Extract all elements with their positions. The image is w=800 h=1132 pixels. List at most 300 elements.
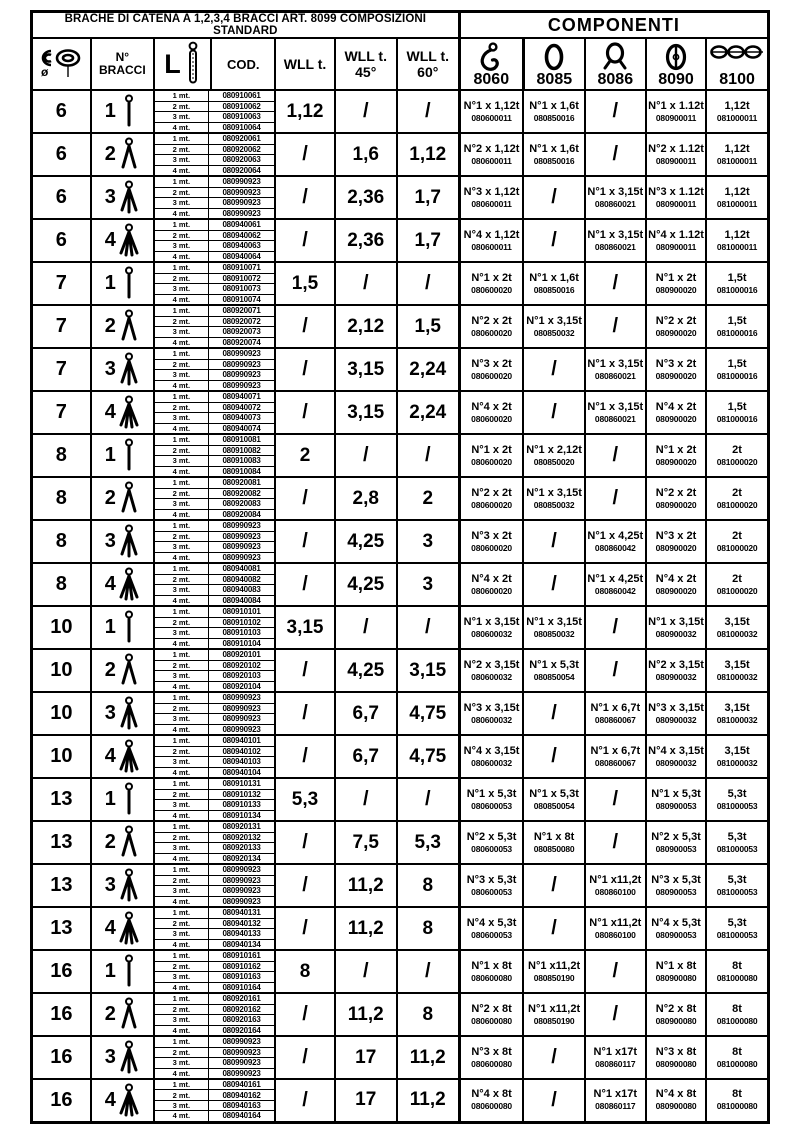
length-code-subtable xyxy=(154,477,275,520)
chain-diameter-value: 8 xyxy=(32,520,91,563)
component-quantity: N°1 x17t xyxy=(593,1088,638,1101)
component-8085-cell xyxy=(523,219,584,262)
component-8090-cell xyxy=(646,649,706,692)
component-8085-cell xyxy=(523,477,584,520)
article-code: 080940073 xyxy=(209,412,275,423)
sling-legs-3-icon xyxy=(118,696,140,731)
bracci-count: 3 xyxy=(104,874,116,896)
component-quantity: N°1 x 8t xyxy=(471,959,512,972)
component-quantity: N°1 x11,2t xyxy=(528,959,581,972)
spec-row-dia7-legs2 xyxy=(32,305,769,348)
bracci-count-cell xyxy=(91,606,154,649)
article-code: 080940134 xyxy=(209,939,275,950)
bracci-count-cell xyxy=(91,305,154,348)
component-quantity: N°1 x 4,25t xyxy=(587,529,644,542)
component-quantity: N°1 x 1.12t xyxy=(648,99,704,112)
component-code: 080860021 xyxy=(594,413,636,424)
wll-45deg-value: 1,6 xyxy=(335,133,397,176)
article-code: 080920081 xyxy=(222,478,261,488)
component-8086-cell xyxy=(585,219,646,262)
component-quantity: N°4 x 2t xyxy=(655,400,697,413)
component-8086-cell xyxy=(585,735,646,778)
spec-row-dia16-legs2 xyxy=(32,993,769,1036)
component-8090-cell xyxy=(646,133,706,176)
component-8100-cell xyxy=(706,864,768,907)
component-8100-cell xyxy=(706,133,768,176)
wll-45deg-value: / xyxy=(335,434,397,477)
component-quantity: N°2 x 2t xyxy=(471,486,512,499)
sling-legs-1-icon xyxy=(118,438,140,473)
comp-8085-column-header: 8085 xyxy=(523,38,584,90)
component-quantity: N°2 x 5,3t xyxy=(651,830,701,843)
wll-45deg-value: 6,7 xyxy=(335,735,397,778)
component-quantity: N°1 x 5,3t xyxy=(466,787,517,800)
link-with-legs-icon xyxy=(600,42,630,72)
component-quantity: N°1 x11,2t xyxy=(528,1002,581,1015)
component-code: 080600020 xyxy=(471,499,512,510)
component-8100-cell xyxy=(706,778,768,821)
length-option: 1 mt. xyxy=(155,822,209,832)
component-quantity: N°3 x 3,15t xyxy=(648,701,704,714)
length-column-header xyxy=(154,38,211,90)
article-code: 080920133 xyxy=(209,842,275,853)
article-code: 080920101 xyxy=(222,650,261,660)
article-code: 080910103 xyxy=(209,627,275,638)
article-code: 080940162 xyxy=(209,1089,275,1099)
length-option: 1 mt. xyxy=(155,693,209,703)
sling-legs-1-icon xyxy=(118,782,140,817)
article-code: 080910071 xyxy=(222,263,261,273)
article-code: 080910084 xyxy=(209,466,275,477)
component-quantity: N°4 x 2t xyxy=(655,572,697,585)
component-8060-cell xyxy=(459,90,523,133)
component-quantity: 2t xyxy=(732,486,742,499)
article-code: 080910081 xyxy=(222,435,261,445)
length-option: 3 mt. xyxy=(155,713,209,724)
component-8085-cell xyxy=(523,606,584,649)
wll-60deg-value: / xyxy=(397,434,459,477)
wll-vertical-value: / xyxy=(275,692,334,735)
component-code: 080900053 xyxy=(655,843,697,854)
chain-diameter-value: 13 xyxy=(32,864,91,907)
component-8086-cell xyxy=(585,778,646,821)
component-8090-cell xyxy=(646,90,706,133)
component-quantity: N°1 x 5,3t xyxy=(529,658,579,671)
not-applicable-slash: / xyxy=(612,616,619,638)
length-option: 1 mt. xyxy=(155,349,209,359)
component-8100-cell xyxy=(706,1036,768,1079)
sling-legs-3-icon xyxy=(118,868,140,903)
component-8090-cell xyxy=(646,821,706,864)
column-header-row xyxy=(32,38,769,90)
wll-45deg-value: 2,12 xyxy=(335,305,397,348)
component-code: 080600032 xyxy=(471,714,512,725)
component-code: 080900011 xyxy=(655,198,697,209)
component-8060-cell xyxy=(459,219,523,262)
wll-45deg-value: 2,8 xyxy=(335,477,397,520)
sling-legs-1-icon xyxy=(118,266,140,301)
component-code: 080600032 xyxy=(471,671,512,682)
article-code: 080910101 xyxy=(222,607,261,617)
component-quantity: N°3 x 8t xyxy=(471,1045,512,1058)
component-8086-cell xyxy=(585,606,646,649)
component-quantity: N°3 x 8t xyxy=(655,1045,697,1058)
component-code: 080900080 xyxy=(655,1058,697,1069)
length-option: 1 mt. xyxy=(155,220,209,230)
chain-diameter-value: 6 xyxy=(32,133,91,176)
component-quantity: 3,15t xyxy=(724,744,750,757)
component-8086-cell xyxy=(585,90,646,133)
component-quantity: N°1 x 3,15t xyxy=(526,314,582,327)
article-code: 080940161 xyxy=(222,1080,261,1090)
article-code: 080990923 xyxy=(222,865,261,875)
length-code-subtable xyxy=(154,864,275,907)
not-applicable-slash: / xyxy=(612,444,619,466)
wll-vertical-value: 1,12 xyxy=(275,90,334,133)
component-8100-cell xyxy=(706,821,768,864)
article-code: 080910062 xyxy=(209,101,275,112)
component-8060-cell xyxy=(459,391,523,434)
wll-vertical-value: 1,5 xyxy=(275,262,334,305)
not-applicable-slash: / xyxy=(551,358,557,380)
article-code: 080910161 xyxy=(222,951,261,961)
length-code-subtable xyxy=(154,649,275,692)
wll-45deg-value: 17 xyxy=(335,1036,397,1079)
spec-row-dia10-legs2 xyxy=(32,649,769,692)
component-code: 080600080 xyxy=(471,1101,512,1112)
component-code: 081000016 xyxy=(716,284,758,295)
wll-vertical-value: / xyxy=(275,649,334,692)
length-code-subtable xyxy=(154,133,275,176)
length-option: 2 mt. xyxy=(155,488,209,499)
spec-row-dia7-legs1 xyxy=(32,262,769,305)
bracci-count-cell xyxy=(91,1036,154,1079)
length-option: 3 mt. xyxy=(155,1014,209,1025)
length-option: 4 mt. xyxy=(155,122,209,133)
spec-row-dia8-legs4 xyxy=(32,563,769,606)
chain-diameter-value: 16 xyxy=(32,950,91,993)
spec-row-dia7-legs4 xyxy=(32,391,769,434)
chain-diameter-value: 16 xyxy=(32,1079,91,1122)
length-option: 1 mt. xyxy=(155,91,209,101)
length-code-subtable xyxy=(154,520,275,563)
sling-legs-4-icon xyxy=(118,395,140,430)
length-option: 3 mt. xyxy=(155,584,209,595)
length-option: 3 mt. xyxy=(155,756,209,767)
component-8086-cell xyxy=(585,1036,646,1079)
spec-row-dia7-legs3 xyxy=(32,348,769,391)
component-code: 081000053 xyxy=(716,886,758,897)
comp-8086-column-header: 8086 xyxy=(585,38,646,90)
component-8085-cell xyxy=(523,391,584,434)
length-option: 3 mt. xyxy=(155,240,209,251)
chain-diameter-value: 6 xyxy=(32,90,91,133)
component-quantity: N°1 x 3,15t xyxy=(587,228,644,241)
article-code: 080940101 xyxy=(222,736,261,746)
component-8086-cell xyxy=(585,1079,646,1122)
wll-vertical-value: 3,15 xyxy=(275,606,334,649)
svg-text:ø: ø xyxy=(41,64,49,79)
length-code-subtable xyxy=(154,1079,275,1122)
component-quantity: N°1 x17t xyxy=(593,1045,638,1058)
wll-vertical-value: / xyxy=(275,1036,334,1079)
chain-sling-spec-table xyxy=(30,10,770,1124)
length-code-subtable xyxy=(154,606,275,649)
component-8085-cell xyxy=(523,176,584,219)
component-8100-cell xyxy=(706,649,768,692)
component-code: 081000080 xyxy=(716,972,758,983)
component-8085-cell xyxy=(523,348,584,391)
component-quantity: N°4 x 1.12t xyxy=(648,228,704,241)
component-code: 080850190 xyxy=(533,972,575,983)
bracci-count: 2 xyxy=(104,315,116,337)
component-code: 080600053 xyxy=(471,800,512,811)
article-code: 080940072 xyxy=(209,402,275,413)
bracci-count: 3 xyxy=(104,530,116,552)
length-option: 2 mt. xyxy=(155,531,209,542)
component-code: 080900011 xyxy=(655,112,697,123)
article-code: 080920063 xyxy=(209,154,275,165)
sling-legs-3-icon xyxy=(118,180,140,215)
sling-legs-4-icon xyxy=(118,911,140,946)
wll-vertical-value: / xyxy=(275,1079,334,1122)
wll-60deg-value: / xyxy=(397,90,459,133)
bracci-count-cell xyxy=(91,477,154,520)
bracci-count: 3 xyxy=(104,702,116,724)
length-option: 4 mt. xyxy=(155,509,209,520)
sling-legs-4-icon xyxy=(118,567,140,602)
component-code: 081000053 xyxy=(716,800,758,811)
component-quantity: 8t xyxy=(732,1002,742,1015)
article-code: 080910132 xyxy=(209,789,275,800)
not-applicable-slash: / xyxy=(551,573,557,595)
not-applicable-slash: / xyxy=(551,530,557,552)
component-code: 080850032 xyxy=(533,499,575,510)
length-option: 4 mt. xyxy=(155,767,209,778)
sling-legs-3-icon xyxy=(118,352,140,387)
wll-45deg-value: 2,36 xyxy=(335,219,397,262)
length-option: 1 mt. xyxy=(155,435,209,445)
wll-vertical-value: / xyxy=(275,735,334,778)
component-code: 080860042 xyxy=(594,542,636,553)
component-quantity: N°3 x 2t xyxy=(471,357,512,370)
article-code: 080990923 xyxy=(209,208,275,219)
wll-60deg-value: 1,7 xyxy=(397,219,459,262)
article-code: 080910163 xyxy=(209,971,275,982)
component-8085-cell xyxy=(523,821,584,864)
component-code: 080860021 xyxy=(594,370,636,381)
component-8085-cell xyxy=(523,133,584,176)
article-code: 080920071 xyxy=(222,306,261,316)
component-8090-cell xyxy=(646,1036,706,1079)
page-title: BRACHE DI CATENA A 1,2,3,4 BRACCI ART. 8099 COMPOSIZIONI STANDARD xyxy=(32,12,460,39)
length-option: 3 mt. xyxy=(155,455,209,466)
component-8100-cell xyxy=(706,262,768,305)
length-option: 2 mt. xyxy=(155,230,209,241)
article-code: 080990923 xyxy=(222,693,261,703)
not-applicable-slash: / xyxy=(551,917,557,939)
sling-legs-1-icon xyxy=(118,610,140,645)
article-code: 080910074 xyxy=(209,294,275,305)
bracci-count-cell xyxy=(91,391,154,434)
article-code: 080940102 xyxy=(209,746,275,757)
length-option: 1 mt. xyxy=(155,1080,209,1089)
length-option: 3 mt. xyxy=(155,498,209,509)
component-8060-cell xyxy=(459,606,523,649)
component-quantity: N°1 x11,2t xyxy=(589,916,642,929)
component-quantity: N°3 x 2t xyxy=(471,529,512,542)
component-8090-cell xyxy=(646,735,706,778)
component-8085-cell xyxy=(523,90,584,133)
component-8100-cell xyxy=(706,907,768,950)
length-option: 4 mt. xyxy=(155,1025,209,1036)
length-option: 1 mt. xyxy=(155,478,209,488)
wll-60deg-value: 4,75 xyxy=(397,692,459,735)
article-code: 080920074 xyxy=(209,337,275,348)
component-quantity: N°1 x 3,15t xyxy=(463,615,520,628)
article-code: 080940084 xyxy=(209,595,275,606)
component-quantity: N°1 x 2t xyxy=(655,271,697,284)
length-option: 4 mt. xyxy=(155,251,209,262)
component-code: 080850020 xyxy=(533,456,575,467)
component-quantity: 3,15t xyxy=(724,658,750,671)
component-code: 080900020 xyxy=(655,327,697,338)
component-quantity: 5,3t xyxy=(727,787,747,800)
article-code: 080910162 xyxy=(209,961,275,972)
length-option: 1 mt. xyxy=(155,392,209,402)
wll-45deg-value: 2,36 xyxy=(335,176,397,219)
component-code: 080900020 xyxy=(655,370,697,381)
component-8060-cell xyxy=(459,1079,523,1122)
wll-60deg-value: 2,24 xyxy=(397,391,459,434)
length-option: 1 mt. xyxy=(155,564,209,574)
article-code: 080920082 xyxy=(209,488,275,499)
component-quantity: N°4 x 5,3t xyxy=(651,916,701,929)
component-code: 080600080 xyxy=(471,1058,512,1069)
sling-legs-2-icon xyxy=(118,825,140,860)
component-code: 080900020 xyxy=(655,456,697,467)
component-code: 080600020 xyxy=(471,542,512,553)
length-option: 3 mt. xyxy=(155,369,209,380)
component-8100-cell xyxy=(706,477,768,520)
component-quantity: N°3 x 1,12t xyxy=(463,185,520,198)
chain-diameter-value: 7 xyxy=(32,391,91,434)
component-quantity: 1,12t xyxy=(724,185,750,198)
length-option: 4 mt. xyxy=(155,466,209,477)
component-8090-cell xyxy=(646,778,706,821)
article-code: 080910164 xyxy=(209,982,275,993)
component-code: 080860117 xyxy=(595,1058,636,1069)
component-8060-cell xyxy=(459,907,523,950)
article-code: 080910104 xyxy=(209,638,275,649)
component-quantity: 5,3t xyxy=(727,873,747,886)
component-quantity: N°1 x 3,15t xyxy=(587,400,644,413)
catalog-table-sheet xyxy=(30,10,770,1122)
article-code: 080910134 xyxy=(209,810,275,821)
component-8085-cell xyxy=(523,1079,584,1122)
wll-vertical-value: 2 xyxy=(275,434,334,477)
length-option: 2 mt. xyxy=(155,961,209,972)
length-option: 2 mt. xyxy=(155,445,209,456)
cod-column-header: COD. xyxy=(211,38,275,90)
chain-diameter-value: 10 xyxy=(32,606,91,649)
bracci-count-cell xyxy=(91,950,154,993)
spec-row-dia10-legs4 xyxy=(32,735,769,778)
article-code: 080940164 xyxy=(209,1110,275,1120)
length-option: 3 mt. xyxy=(155,283,209,294)
article-code: 080990923 xyxy=(209,380,275,391)
spec-row-dia10-legs3 xyxy=(32,692,769,735)
length-code-subtable xyxy=(154,262,275,305)
component-8060-cell xyxy=(459,434,523,477)
component-8086-cell xyxy=(585,907,646,950)
component-quantity: N°2 x 5,3t xyxy=(466,830,517,843)
not-applicable-slash: / xyxy=(612,788,619,810)
article-code: 080910082 xyxy=(209,445,275,456)
spec-row-dia16-legs3 xyxy=(32,1036,769,1079)
not-applicable-slash: / xyxy=(551,186,557,208)
component-quantity: N°2 x 1.12t xyxy=(648,142,704,155)
component-8100-cell xyxy=(706,305,768,348)
length-option: 3 mt. xyxy=(155,412,209,423)
article-code: 080940071 xyxy=(222,392,261,402)
component-code: 080900011 xyxy=(655,155,697,166)
article-code: 080990923 xyxy=(209,197,275,208)
article-code: 080910133 xyxy=(209,799,275,810)
length-option: 4 mt. xyxy=(155,1110,209,1120)
bracci-count-cell xyxy=(91,735,154,778)
article-code: 080990923 xyxy=(209,703,275,714)
not-applicable-slash: / xyxy=(612,100,619,122)
length-option: 1 mt. xyxy=(155,607,209,617)
wll45-column-header: WLL t. 45° xyxy=(335,38,397,90)
length-option: 4 mt. xyxy=(155,724,209,735)
spec-row-dia13-legs1 xyxy=(32,778,769,821)
article-code: 080920083 xyxy=(209,498,275,509)
wll-vertical-value: / xyxy=(275,305,334,348)
article-code: 080990923 xyxy=(222,349,261,359)
length-option: 2 mt. xyxy=(155,273,209,284)
not-applicable-slash: / xyxy=(612,143,619,165)
component-quantity: N°2 x 2t xyxy=(655,314,697,327)
component-8090-cell xyxy=(646,907,706,950)
wll-60deg-value: 3,15 xyxy=(397,649,459,692)
sling-legs-1-icon xyxy=(118,954,140,989)
component-8090-cell xyxy=(646,692,706,735)
component-quantity: N°1 x 2,12t xyxy=(526,443,582,456)
component-8060-cell xyxy=(459,950,523,993)
sling-legs-2-icon xyxy=(118,481,140,516)
component-quantity: 2t xyxy=(732,572,742,585)
wll-vertical-value: / xyxy=(275,348,334,391)
component-code: 081000032 xyxy=(716,757,758,768)
article-code: 080990923 xyxy=(222,1037,261,1047)
component-code: 081000011 xyxy=(716,112,758,123)
chain-diameter-value: 10 xyxy=(32,735,91,778)
component-quantity: 1,12t xyxy=(724,142,750,155)
component-code: 080900053 xyxy=(655,886,697,897)
length-option: 4 mt. xyxy=(155,681,209,692)
article-code: 080940074 xyxy=(209,423,275,434)
component-8100-cell xyxy=(706,1079,768,1122)
component-8086-cell xyxy=(585,864,646,907)
wll-vertical-value: 5,3 xyxy=(275,778,334,821)
component-quantity: N°1 x 1,12t xyxy=(463,99,520,112)
wll-60deg-value: / xyxy=(397,778,459,821)
bracci-count: 4 xyxy=(104,229,116,251)
chain-diameter-value: 7 xyxy=(32,305,91,348)
componenti-heading: COMPONENTI xyxy=(459,12,768,39)
